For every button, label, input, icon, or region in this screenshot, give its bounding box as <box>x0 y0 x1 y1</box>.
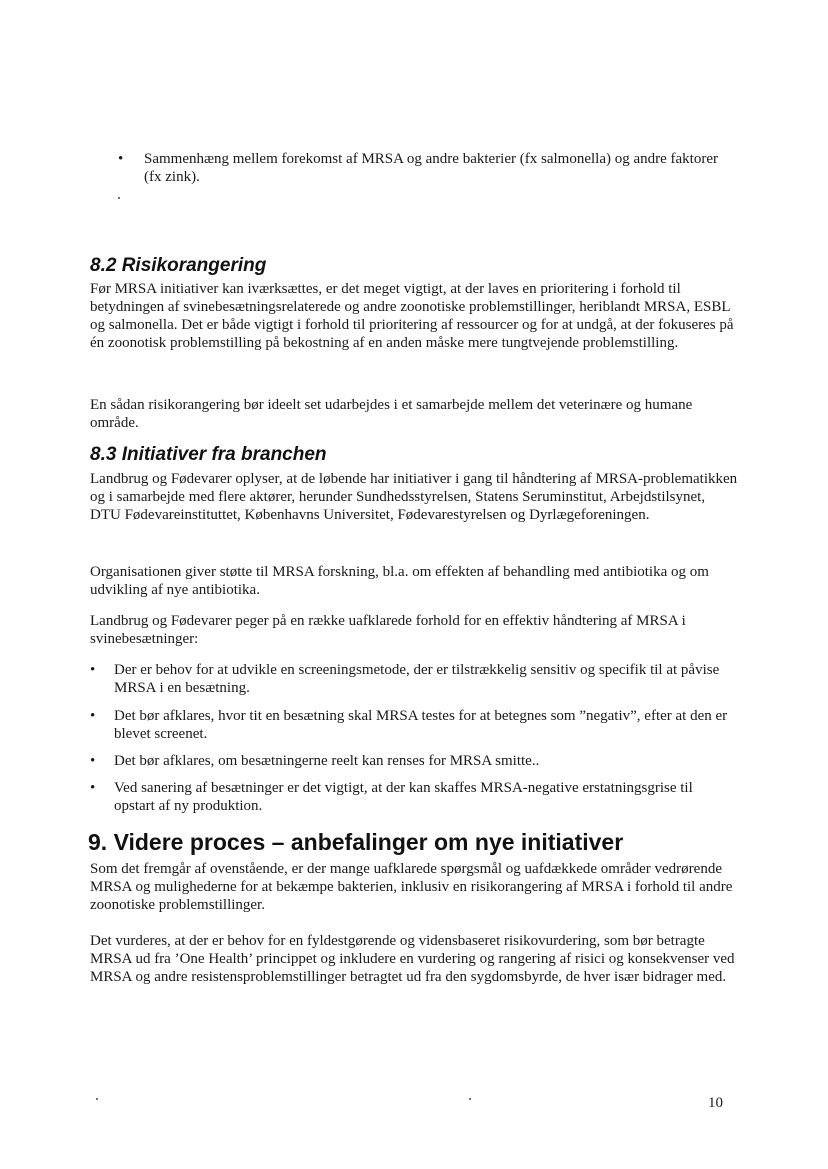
bullet-marker: • <box>90 708 96 724</box>
list-item: Ved sanering af besætninger er det vigtigt, at der kan skaffes MRSA-negative erstatningsgrise til opstart af ny produktion. <box>114 780 693 814</box>
section-8-3-paragraph-1: Landbrug og Fødevarer oplyser, at de løbende har initiativer i gang til håndtering af MRSA-problematikken og i samarbejde med flere aktører, herunder Sundhedsstyrelsen, Statens Seruminstitut, Arbejdstilsynet, DTU Fødevareinstituttet, Københavns Universitet, Fødevarestyrelsen og Dyrlægeforeningen. <box>90 471 738 523</box>
scan-speck <box>118 197 120 199</box>
section-8-3-heading: 8.3 Initiativer fra branchen <box>90 444 327 465</box>
bullet-marker: • <box>90 780 96 796</box>
section-9-heading: 9. Videre proces – anbefalinger om nye initiativer <box>88 829 624 855</box>
bullet-marker: • <box>118 151 124 167</box>
section-8-2-heading: 8.2 Risikorangering <box>90 255 267 276</box>
list-item: Der er behov for at udvikle en screeningsmetode, der er tilstrækkelig sensitiv og specifik til at påvise MRSA i en besætning. <box>114 662 720 696</box>
top-bullet-text: Sammenhæng mellem forekomst af MRSA og andre bakterier (fx salmonella) og andre faktorer (fx zink). <box>144 151 718 185</box>
section-9-paragraph-1: Som det fremgår af ovenstående, er der mange uafklarede spørgsmål og uafdækkede områder vedrørende MRSA og mulighederne for at bekæmpe bakterien, inklusiv en risikorangering af MRSA i forhold til andre zoonotiske problemstillinger. <box>90 861 733 913</box>
section-8-2-paragraph-2: En sådan risikorangering bør ideelt set udarbejdes i et samarbejde mellem det veterinære og humane område. <box>90 397 693 431</box>
scan-speck <box>96 1098 98 1100</box>
section-8-2-paragraph-1: Før MRSA initiativer kan iværksættes, er det meget vigtigt, at der laves en prioritering i forhold til betydningen af svinebesætningsrelaterede og andre zoonotiske problemstillinger, heriblandt MRSA, ESBL og salmonella. Det er både vigtigt i forhold til prioritering af ressourcer og for at undgå, at der fokuseres på én zoonotisk problemstilling på bekostning af en anden måske mere tungtvejende problemstilling. <box>90 281 734 351</box>
bullet-marker: • <box>90 662 96 678</box>
page-number: 10 <box>708 1095 723 1111</box>
list-item: Det bør afklares, om besætningerne reelt kan renses for MRSA smitte.. <box>114 753 540 769</box>
scan-speck <box>469 1098 471 1100</box>
section-9-paragraph-2: Det vurderes, at der er behov for en fyldestgørende og vidensbaseret risikovurdering, som bør betragte MRSA ud fra ’One Health’ princippet og inkludere en vurdering og rangering af risici og konsekvenser ved MRSA og andre resistensproblemstillinger betragtet ud fra den sygdomsbyrde, de hver især bidrager med. <box>90 933 735 985</box>
bullet-marker: • <box>90 753 96 769</box>
list-item: Det bør afklares, hvor tit en besætning skal MRSA testes for at betegnes som ”negativ”, efter at den er blevet screenet. <box>114 708 728 742</box>
section-8-3-paragraph-3: Landbrug og Fødevarer peger på en række uafklarede forhold for en effektiv håndtering af MRSA i svinebesætninger: <box>90 613 686 647</box>
section-8-3-paragraph-2: Organisationen giver støtte til MRSA forskning, bl.a. om effekten af behandling med antibiotika og om udvikling af nye antibiotika. <box>90 564 709 598</box>
